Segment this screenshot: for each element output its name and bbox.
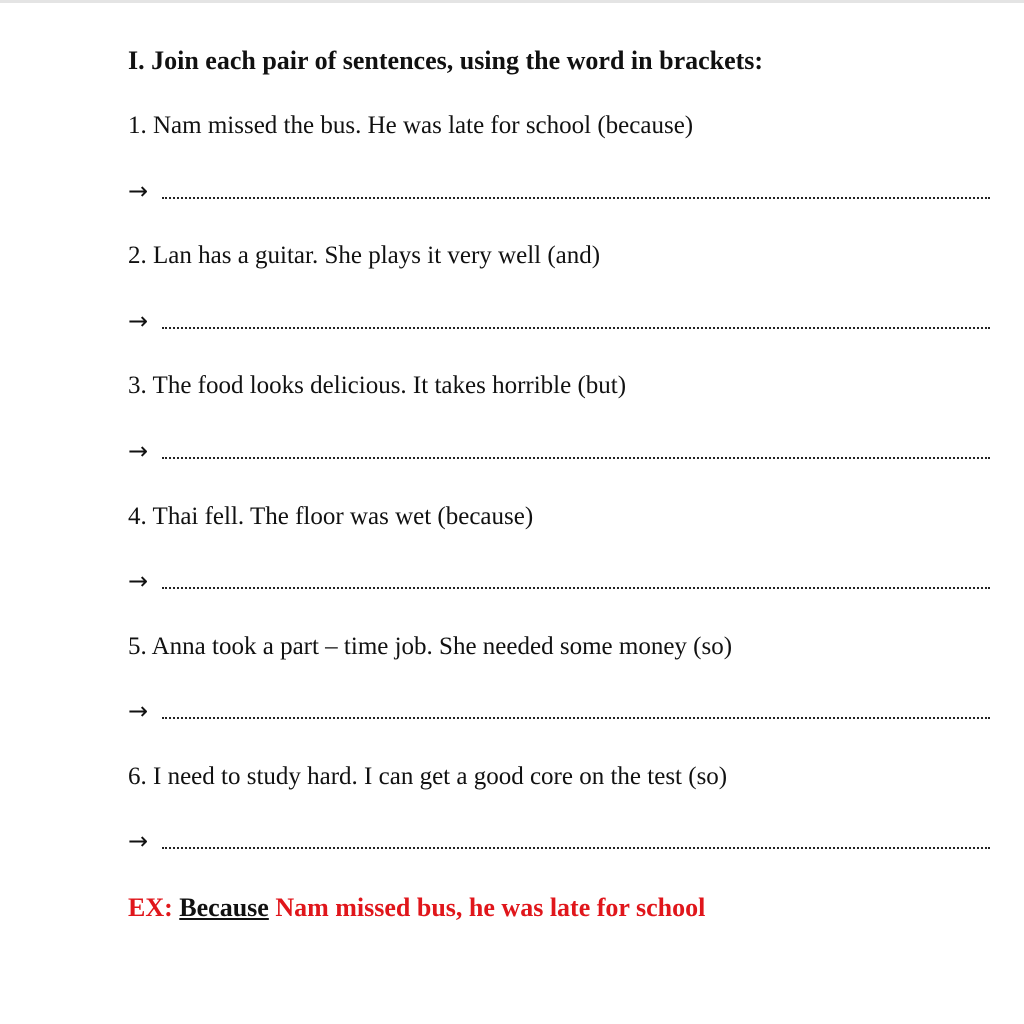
question-3: 3. The food looks delicious. It takes horrible (but) <box>128 372 627 399</box>
dotted-answer-line <box>162 587 990 589</box>
question-4: 4. Thai fell. The floor was wet (because) <box>128 503 534 530</box>
answer-line-2[interactable] <box>128 306 990 336</box>
question-2: 2. Lan has a guitar. She plays it very well (and) <box>128 242 601 269</box>
arrow-icon: → <box>128 177 149 205</box>
answer-line-6[interactable] <box>128 826 990 856</box>
example-keyword: Because <box>179 893 269 922</box>
page-top-border <box>0 0 1024 3</box>
arrow-icon: → <box>128 437 149 465</box>
answer-line-5[interactable] <box>128 696 990 726</box>
arrow-icon: → <box>128 697 149 725</box>
question-5: 5. Anna took a part – time job. She needed some money (so) <box>128 633 733 660</box>
example-sentence: Nam missed bus, he was late for school <box>275 893 706 922</box>
answer-line-4[interactable] <box>128 566 990 596</box>
arrow-icon: → <box>128 827 149 855</box>
question-1: 1. Nam missed the bus. He was late for school (because) <box>128 112 694 139</box>
dotted-answer-line <box>162 717 990 719</box>
example-label: EX: <box>128 893 173 922</box>
question-6: 6. I need to study hard. I can get a good core on the test (so) <box>128 763 728 790</box>
example-answer <box>128 893 705 923</box>
dotted-answer-line <box>162 327 990 329</box>
answer-line-3[interactable] <box>128 436 990 466</box>
dotted-answer-line <box>162 457 990 459</box>
answer-line-1[interactable] <box>128 176 990 206</box>
dotted-answer-line <box>162 197 990 199</box>
exercise-title: I. Join each pair of sentences, using the word in brackets: <box>128 46 764 75</box>
arrow-icon: → <box>128 567 149 595</box>
arrow-icon: → <box>128 307 149 335</box>
dotted-answer-line <box>162 847 990 849</box>
